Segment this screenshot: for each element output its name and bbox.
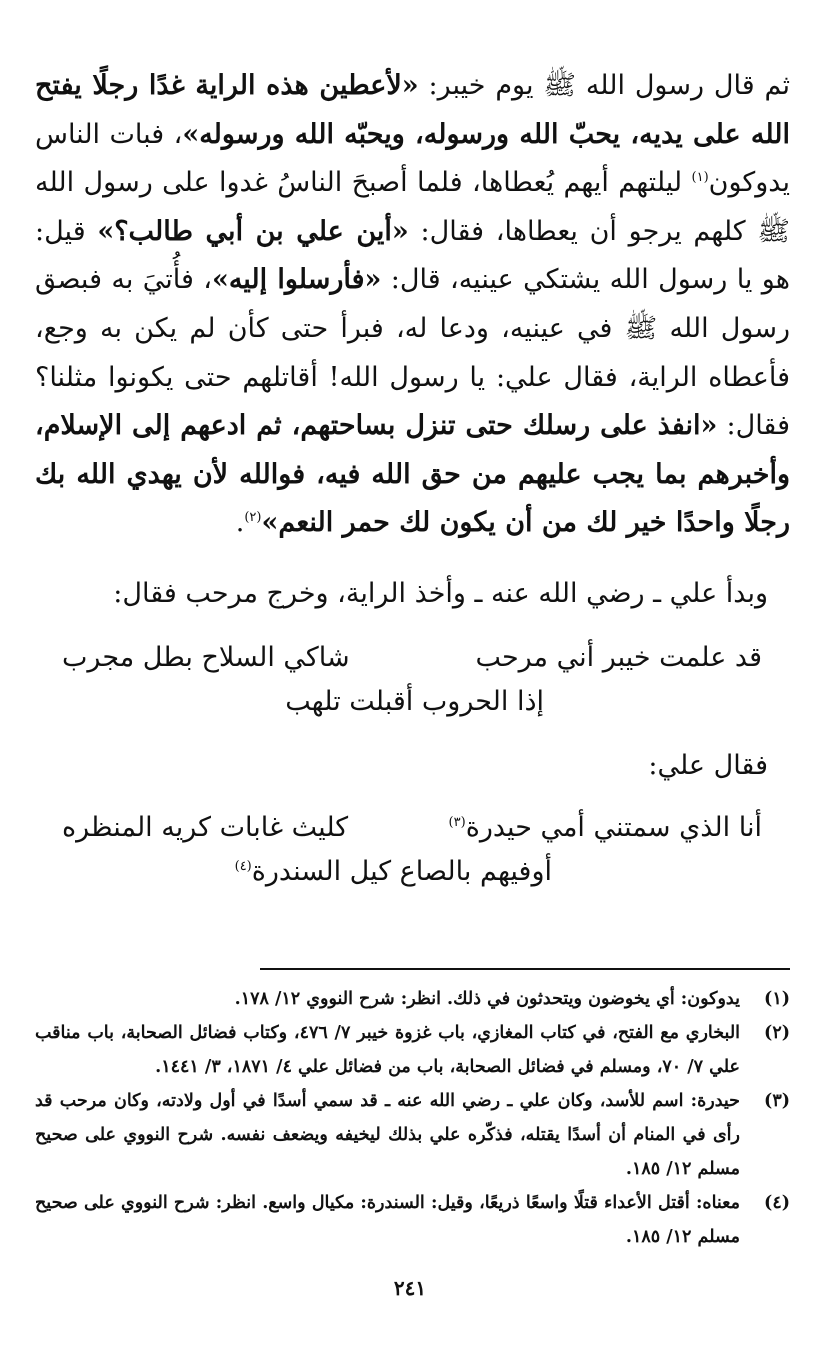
- hadith-quote: «فأرسلوا إليه»: [211, 264, 382, 296]
- text-segment: ، فأُتيَ به فبصق رسول الله ﷺ في عينيه، ودعا له، فبرأ حتى كأن لم يكن به وجع، فأعطاه الراية، فقال علي: يا رسول الله! أقاتلهم حتى يكونوا مثلنا؟ فقال:: [35, 264, 791, 442]
- footnotes: [35, 982, 790, 1254]
- footnote-number: (١): [764, 989, 790, 1009]
- text-segment: .: [235, 507, 245, 539]
- footnote-ref: (٣): [448, 815, 466, 830]
- footnote-ref: (١): [691, 170, 709, 186]
- footnote-number: (٣): [764, 1091, 790, 1111]
- poem-hemistich: كليث غابات كريه المنظره: [62, 812, 349, 843]
- page-number: ٢٤١: [393, 1276, 427, 1300]
- text-segment: قيل: هو يا رسول الله يشتكي عينيه، قال:: [35, 215, 790, 296]
- footnote-text: يدوكون: أي يخوضون ويتحدثون في ذلك. انظر: شرح النووي ١٢/ ١٧٨.: [234, 989, 740, 1009]
- poem-ali: [62, 806, 762, 896]
- footnote-separator: [260, 968, 790, 970]
- poem-hemistich: [449, 806, 762, 850]
- poem-hemistich: [235, 850, 552, 894]
- text-segment: ، فبات الناس يدوكون: [35, 118, 790, 199]
- footnote-text: البخاري مع الفتح، في كتاب المغازي، باب غزوة خيبر ٧/ ٤٧٦، وكتاب فضائل الصحابة، باب مناقب علي ٧/ ٧٠، ومسلم في فضائل الصحابة، باب من فضائل علي ٤/ ١٨٧١، ٣/ ١٤٤١.: [35, 1023, 741, 1077]
- hadith-quote: «انفذ على رسلك حتى تنزل بساحتهم، ثم ادعهم إلى الإسلام، وأخبرهم بما يجب عليهم من حق الله فيه، فوالله لأن يهدي الله بك رجلًا واحدًا خير لك من أن يكون لك حمر النعم»: [35, 410, 790, 539]
- footnote-number: (٢): [764, 1023, 790, 1043]
- footnote: [35, 1016, 790, 1084]
- text-segment: ثم قال رسول الله ﷺ يوم خيبر:: [418, 70, 790, 101]
- footnote-text: حيدرة: اسم للأسد، وكان علي ـ رضي الله عنه ـ قد سمي أسدًا في أول ولادته، وكان مرحب قد رأى في المنام أن أسدًا يقتله، فذكّره علي بذلك ليخيفه ويضعف نفسه. شرح النووي على صحيح مسلم ١٢/ ١٨٥.: [35, 1091, 740, 1179]
- text-segment: ليلتهم أيهم يُعطاها، فلما أصبحَ الناسُ غدوا على رسول الله ﷺ كلهم يرجو أن يعطاها، فقال:: [35, 167, 790, 247]
- poem-text: أوفيهم بالصاع كيل السندرة: [251, 856, 552, 887]
- poem-hemistich: شاكي السلاح بطل مجرب: [62, 642, 350, 673]
- hadith-quote: «لأعطين هذه الراية غدًا رجلًا يفتح الله على يديه، يحبّ الله ورسوله، ويحبّه الله ورسوله»: [35, 70, 790, 150]
- hadith-quote: «أين علي بن أبي طالب؟»: [97, 215, 409, 247]
- speaker-line: فقال علي:: [648, 750, 768, 781]
- main-paragraph: [35, 62, 790, 548]
- footnote-text: معناه: أقتل الأعداء قتلًا واسعًا ذريعًا، وقيل: السندرة: مكيال واسع. انظر: شرح النووي على صحيح مسلم ١٢/ ١٨٥.: [35, 1193, 740, 1247]
- footnote: [35, 982, 790, 1016]
- footnote-ref: (٢): [244, 510, 262, 526]
- intro-line: وبدأ علي ـ رضي الله عنه ـ وأخذ الراية، وخرج مرحب فقال:: [113, 578, 768, 609]
- footnote-ref: (٤): [234, 859, 252, 874]
- poem-marhab: [62, 636, 762, 726]
- footnote-number: (٤): [764, 1193, 790, 1213]
- poem-text: أنا الذي سمتني أمي حيدرة: [465, 812, 762, 843]
- footnote: [35, 1084, 790, 1186]
- poem-hemistich: قد علمت خيبر أني مرحب: [475, 642, 762, 673]
- footnote: [35, 1186, 790, 1254]
- poem-hemistich: إذا الحروب أقبلت تلهب: [285, 686, 544, 717]
